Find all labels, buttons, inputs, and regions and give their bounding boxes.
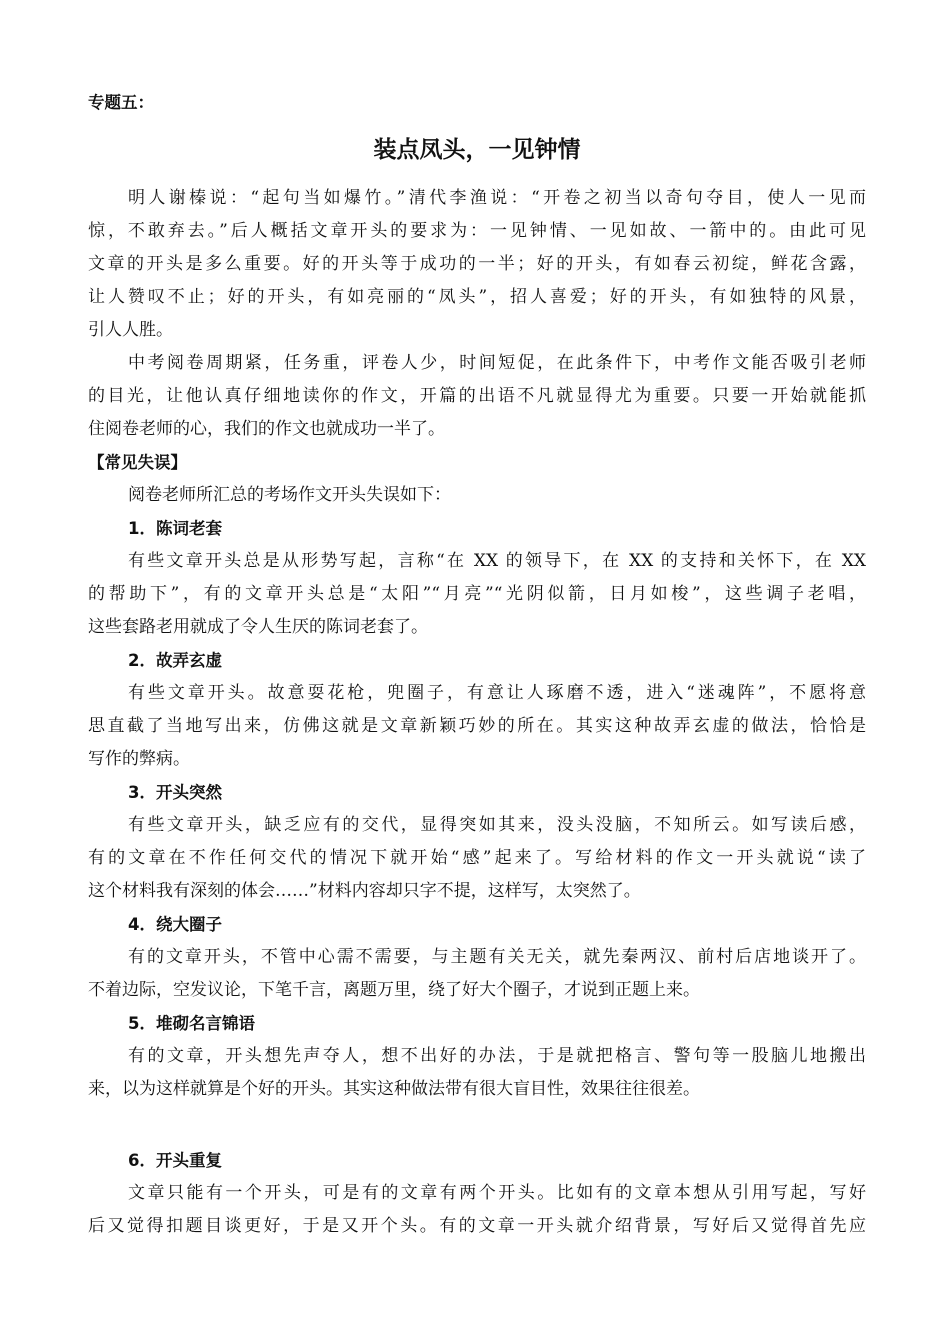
text-line: 后又觉得扣题目谈更好，于是又开个头。有的文章一开头就介绍背景，写好后又觉得首先应 (88, 1216, 866, 1236)
error-item-6 (88, 1144, 866, 1243)
item-heading: 5．堆砌名言锦语 (128, 1014, 255, 1033)
text-line: 住阅卷老师的心，我们的作文也就成功一半了。 (88, 419, 445, 439)
intro-paragraph-1 (88, 182, 866, 347)
item-heading: 4．绕大圈子 (128, 915, 222, 934)
text-line: 有些文章开头总是从形势写起，言称“在 XX 的领导下，在 XX 的支持和关怀下，在 XX (128, 551, 866, 571)
text-line: 有些文章开头。故意耍花枪，兜圈子，有意让人琢磨不透，进入“迷魂阵”，不愿将意 (128, 683, 866, 703)
text-line: 中考阅卷周期紧，任务重，评卷人少，时间短促，在此条件下，中考作文能否吸引老师 (128, 353, 866, 373)
item-heading: 3．开头突然 (128, 783, 222, 802)
page-title: 装点凤头，一见钟情 (373, 137, 581, 163)
blank-gap (88, 1106, 866, 1144)
text-line: 写作的弊病。 (88, 749, 190, 769)
text-line: 有些文章开头，缺乏应有的交代，显得突如其来，没头没脑，不知所云。如写读后感， (128, 815, 866, 835)
text-line: 思直截了当地写出来，仿佛这就是文章新颖巧妙的所在。其实这种故弄玄虚的做法，恰恰是 (88, 716, 866, 736)
text-line: 有的文章在不作任何交代的情况下就开始“感”起来了。写给材料的作文一开头就说“读了 (88, 848, 866, 868)
text-line: 引人人胜。 (88, 320, 173, 340)
text-line: 明人谢榛说：“起句当如爆竹。”清代李渔说：“开卷之初当以奇句夺目，使人一见而 (128, 188, 866, 208)
text-line: 的帮助下”，有的文章开头总是“太阳”“月亮”“光阴似箭，日月如梭”，这些调子老唱， (88, 584, 866, 604)
error-item-5 (88, 1007, 866, 1106)
error-item-3 (88, 776, 866, 908)
text-line: 文章的开头是多么重要。好的开头等于成功的一半；好的开头，有如春云初绽，鲜花含露， (88, 254, 866, 274)
document-page (88, 88, 866, 1243)
text-line: 有的文章，开头想先声夺人，想不出好的办法，于是就把格言、警句等一股脑儿地搬出 (128, 1046, 866, 1066)
item-heading: 1．陈词老套 (128, 519, 222, 538)
text-line: 来，以为这样就算是个好的开头。其实这种做法带有很大盲目性，效果往往很差。 (88, 1079, 700, 1099)
error-item-1 (88, 512, 866, 644)
text-line: 的目光，让他认真仔细地读你的作文，开篇的出语不凡就显得尤为重要。只要一开始就能抓 (88, 386, 866, 406)
section-intro: 阅卷老师所汇总的考场作文开头失误如下： (128, 485, 451, 505)
text-line: 这些套路老用就成了令人生厌的陈词老套了。 (88, 617, 428, 637)
topic-label: 专题五： (88, 93, 154, 112)
text-line: 让人赞叹不止；好的开头，有如亮丽的“凤头”，招人喜爱；好的开头，有如独特的风景， (88, 287, 866, 307)
item-heading: 6．开头重复 (128, 1151, 222, 1170)
text-line: 有的文章开头，不管中心需不需要，与主题有关无关，就先秦两汉、前村后店地谈开了。 (128, 947, 866, 967)
text-line: 惊，不敢弃去。”后人概括文章开头的要求为：一见钟情、一见如故、一箭中的。由此可见 (88, 221, 866, 241)
intro-paragraph-2 (88, 347, 866, 446)
error-item-2 (88, 644, 866, 776)
error-item-4 (88, 908, 866, 1007)
text-line: 这个材料我有深刻的体会……”材料内容却只字不提，这样写，太突然了。 (88, 881, 641, 901)
item-heading: 2．故弄玄虚 (128, 651, 222, 670)
text-line: 不着边际，空发议论，下笔千言，离题万里，绕了好大个圈子，才说到正题上来。 (88, 980, 700, 1000)
section-heading: 【常见失误】 (88, 453, 187, 472)
text-line: 文章只能有一个开头，可是有的文章有两个开头。比如有的文章本想从引用写起，写好 (128, 1183, 866, 1203)
